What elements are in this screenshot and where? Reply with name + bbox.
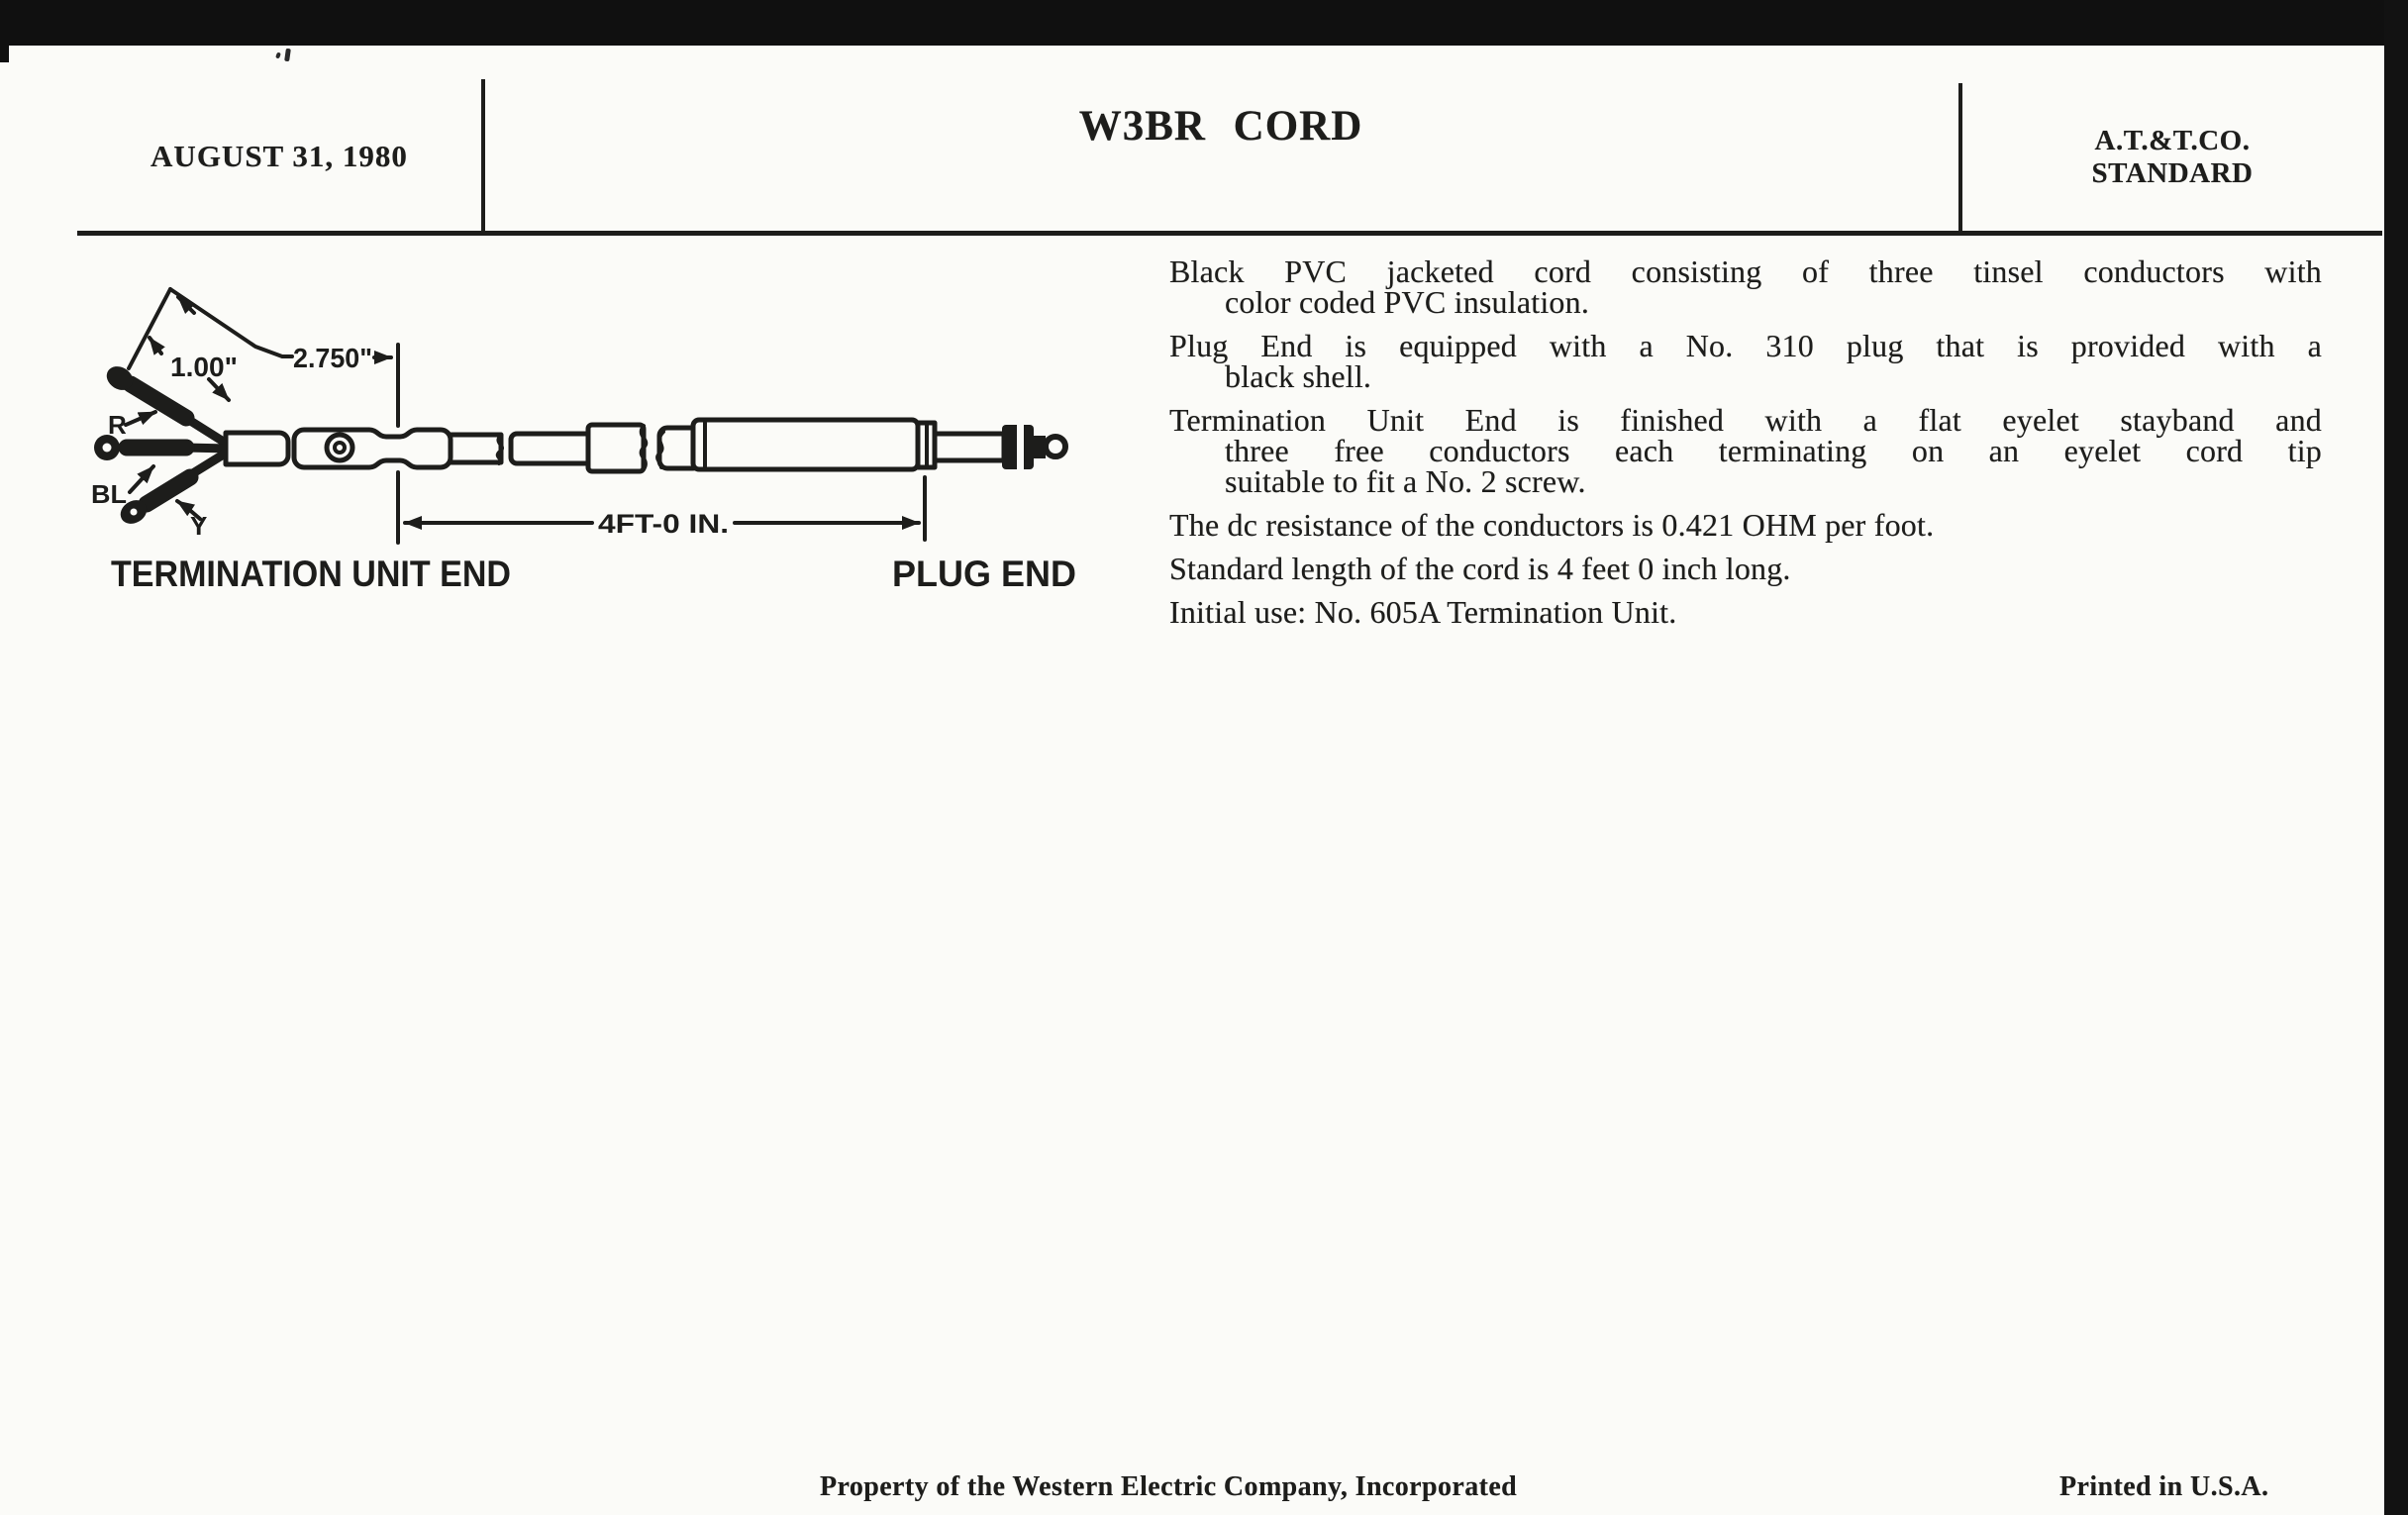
- termination-end-label: TERMINATION UNIT END: [111, 554, 511, 594]
- scan-corner-artifact: [0, 46, 9, 62]
- spec-line: three free conductors each terminating on an eyelet cord tip: [1225, 433, 2322, 468]
- spec-line: color coded PVC insulation.: [1225, 284, 1590, 320]
- spec-line: suitable to fit a No. 2 screw.: [1225, 463, 1586, 499]
- standard-label: STANDARD: [2091, 157, 2254, 189]
- spec-line: Initial use: No. 605A Termination Unit.: [1169, 594, 1677, 630]
- scan-speck: [284, 49, 291, 62]
- eyelet-stayband: [294, 430, 502, 467]
- scan-speck: [275, 51, 281, 58]
- spec-paragraph: [1169, 402, 2322, 499]
- spec-paragraph: [1169, 551, 2322, 586]
- property-notice: Property of the Western Electric Company, Incorporated: [820, 1471, 1518, 1502]
- header-divider-right: [1958, 83, 1962, 234]
- conductor-label-y: Y: [190, 511, 208, 541]
- spec-paragraph: [1169, 253, 2322, 320]
- spec-line: Standard length of the cord is 4 feet 0 inch long.: [1169, 551, 1791, 586]
- plug-end-label: PLUG END: [892, 554, 1076, 594]
- page-title: W3BR CORD: [1078, 103, 1363, 150]
- dimension-cord-length: 4FT-0 IN.: [598, 509, 729, 539]
- description-block: [1169, 253, 2322, 641]
- cord-middle-sections: [511, 425, 701, 471]
- no-310-plug: [693, 420, 1065, 471]
- spec-line: Termination Unit End is finished with a flat eyelet stayband and: [1169, 402, 2322, 438]
- scan-top-border: [0, 0, 2408, 46]
- dimension-fan-length: 1.00": [170, 352, 238, 382]
- spec-line: Black PVC jacketed cord consisting of three tinsel conductors with: [1169, 253, 2322, 289]
- plug-shank: [935, 434, 1004, 460]
- issue-date: AUGUST 31, 1980: [150, 139, 408, 173]
- spec-line: black shell.: [1225, 358, 1372, 394]
- cord-jacket-end: [226, 433, 288, 464]
- plug-tip: [1046, 437, 1065, 456]
- dimension-lines: [126, 289, 925, 543]
- printed-in-usa: Printed in U.S.A.: [2059, 1471, 2269, 1502]
- spec-paragraph: [1169, 328, 2322, 394]
- dimension-stub-length: 2.750": [293, 343, 372, 373]
- standard-designation: [1960, 125, 2384, 190]
- spec-paragraph: [1169, 594, 2322, 630]
- conductor-label-r: R: [108, 410, 127, 440]
- conductor-label-bl: BL: [91, 479, 128, 509]
- header-rule: [77, 231, 2382, 236]
- standard-org: A.T.&T.CO.: [2094, 125, 2251, 156]
- plug-shell: [693, 420, 918, 469]
- spec-paragraph: [1169, 507, 2322, 543]
- cord-line-drawing: [59, 267, 1149, 604]
- scan-right-border: [2384, 0, 2408, 1515]
- spec-line: The dc resistance of the conductors is 0.421 OHM per foot.: [1169, 507, 1935, 543]
- spec-line: Plug End is equipped with a No. 310 plug that is provided with a: [1169, 328, 2322, 363]
- header-divider-left: [481, 79, 485, 234]
